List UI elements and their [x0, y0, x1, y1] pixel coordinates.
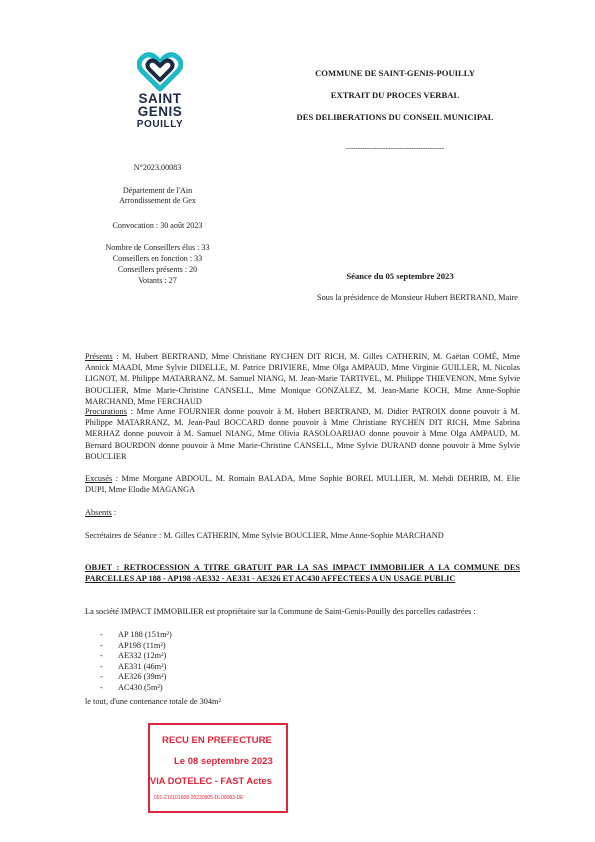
objet-label: OBJET: [85, 563, 113, 572]
header-commune: COMMUNE DE SAINT-GENIS-POUILLY: [315, 68, 475, 78]
seance-title: Séance du 05 septembre 2023: [346, 271, 454, 281]
arrondissement: Arrondissement de Gex: [119, 196, 196, 205]
departement: Département de l'Ain: [122, 186, 193, 195]
conseillers-presents: Conseillers présents : 20: [117, 265, 198, 274]
stamp-line-2: Le 08 septembre 2023: [174, 756, 273, 767]
list-item: - AP198 (11m²): [100, 640, 166, 650]
conseillers-fonction: Conseillers en fonction : 33: [112, 254, 203, 263]
deliberation-number: N°2023.00083: [133, 163, 182, 172]
procurations-text: : Mme Anne FOURNIER donne pouvoir à M. Hubert BERTRAND, M. Didier PATROIX donne pouvoir à M. Philippe MATARRANZ, M. Jean-Paul BOCCARD donne pouvoir à Mme Christiane RYCHEN DIT RICH, Mme Sabrina MERHAZ donne pouvoir à M. Samuel NIANG, Mme Olivia RASOLOARIJAO donne pouvoir à Mme Olga AMPAUD, M. Bernard BOURDON donne pouvoir à Mme Marie-Christine CANSELL, Mme Sylvie DURAND donne pouvoir à Mme Sylvie BOUCLIER: [85, 407, 520, 461]
secretaires-seance: Secrétaires de Séance : M. Gilles CATHERIN, Mme Sylvie BOUCLIER, Mme Anne-Sophie MARCHAND: [85, 531, 444, 540]
absents-label: Absents: [85, 508, 112, 517]
presents-label: Présents: [85, 352, 113, 361]
absents-text: :: [111, 508, 117, 517]
procurations-paragraph: [85, 406, 520, 462]
list-item: - AC430 (5m²): [100, 682, 163, 692]
excuses-paragraph: [85, 473, 520, 495]
prefecture-stamp: [148, 723, 288, 813]
header-separator: ------------------------------------------: [346, 144, 444, 152]
logo-line-3: POUILLY: [136, 119, 184, 130]
list-item: - AE332 (12m²): [100, 651, 167, 661]
presents-paragraph: [85, 351, 520, 407]
heart-logo-icon: [137, 52, 183, 92]
excuses-text: : Mme Morgane ABDOUL, M. Romain BALADA, Mme Sophie BOREL MULLIER, M. Mehdi DEHRIB, M. Elie DUPI, Mme Elodie MAGANGA: [85, 474, 520, 495]
header-deliberations: DES DELIBERATIONS DU CONSEIL MUNICIPAL: [296, 112, 494, 122]
logo-line-2: GENIS: [137, 104, 183, 119]
excuses-label: Excusés: [85, 474, 113, 483]
commune-logo: [128, 52, 192, 142]
total-area: le tout, d'une contenance totale de 304m²: [85, 697, 221, 706]
procurations-label: Procurations: [85, 407, 127, 416]
votants: Votants : 27: [138, 276, 177, 285]
stamp-line-4: 001-210101608-20230905-DL00083-DE: [154, 795, 244, 801]
objet-paragraph: [85, 563, 520, 585]
header-extrait: EXTRAIT DU PROCES VERBAL: [330, 90, 460, 100]
absents-paragraph: [85, 507, 520, 518]
seance-presidence: Sous la présidence de Monsieur Hubert BERTRAND, Maire: [317, 293, 518, 302]
list-item: - AE331 (46m²): [100, 661, 167, 671]
presents-text: : M. Hubert BERTRAND, Mme Christiane RYCHEN DIT RICH, M. Gilles CATHERIN, M. Gaëtan COMÉ, Mme Annick MAADI, Mme Sylvie DIDELLE, M. Patrice DRIVIERE, Mme Olga AMPAUD, Mme Virginie GUILLER, M. Nicolas LIGNOT, M. Philippe MATARRANZ, M. Samuel NIANG, M. Jean-Marie TARTIVEL, M. Philippe THIEVENON, Mme Sylvie BOUCLIER, Mme Marie-Christine CANSELL, Mme Monique GONZALEZ, M. Jean-Marie KOCH, Mme Anne-Sophie MARCHAND, Mme FERCHAUD: [85, 352, 520, 406]
conseillers-elus: Nombre de Conseillers élus : 33: [105, 243, 210, 252]
logo-line-1: SAINT: [138, 91, 182, 106]
objet-text: : RETROCESSION A TITRE GRATUIT PAR LA SAS IMPACT IMMOBILIER A LA COMMUNE DES PARCELLES AP 188 - AP198 -AE332 - AE331 - AE326 ET AC430 AFFECTEES A UN USAGE PUBLIC: [85, 563, 520, 583]
logo-wordmark: [128, 92, 192, 131]
stamp-line-1: RECU EN PREFECTURE: [162, 735, 272, 746]
list-item: - AP 188 (151m²): [100, 630, 172, 639]
convocation: Convocation : 30 août 2023: [112, 221, 203, 230]
parcel-list: [100, 630, 172, 694]
intro-paragraph: La société IMPACT IMMOBILIER est propriétaire sur la Commune de Saint-Genis-Pouilly des parcelles cadastrées :: [85, 607, 476, 616]
list-item: - AE326 (39m²): [100, 672, 167, 682]
stamp-line-3: VIA DOTELEC - FAST Actes: [150, 776, 272, 786]
